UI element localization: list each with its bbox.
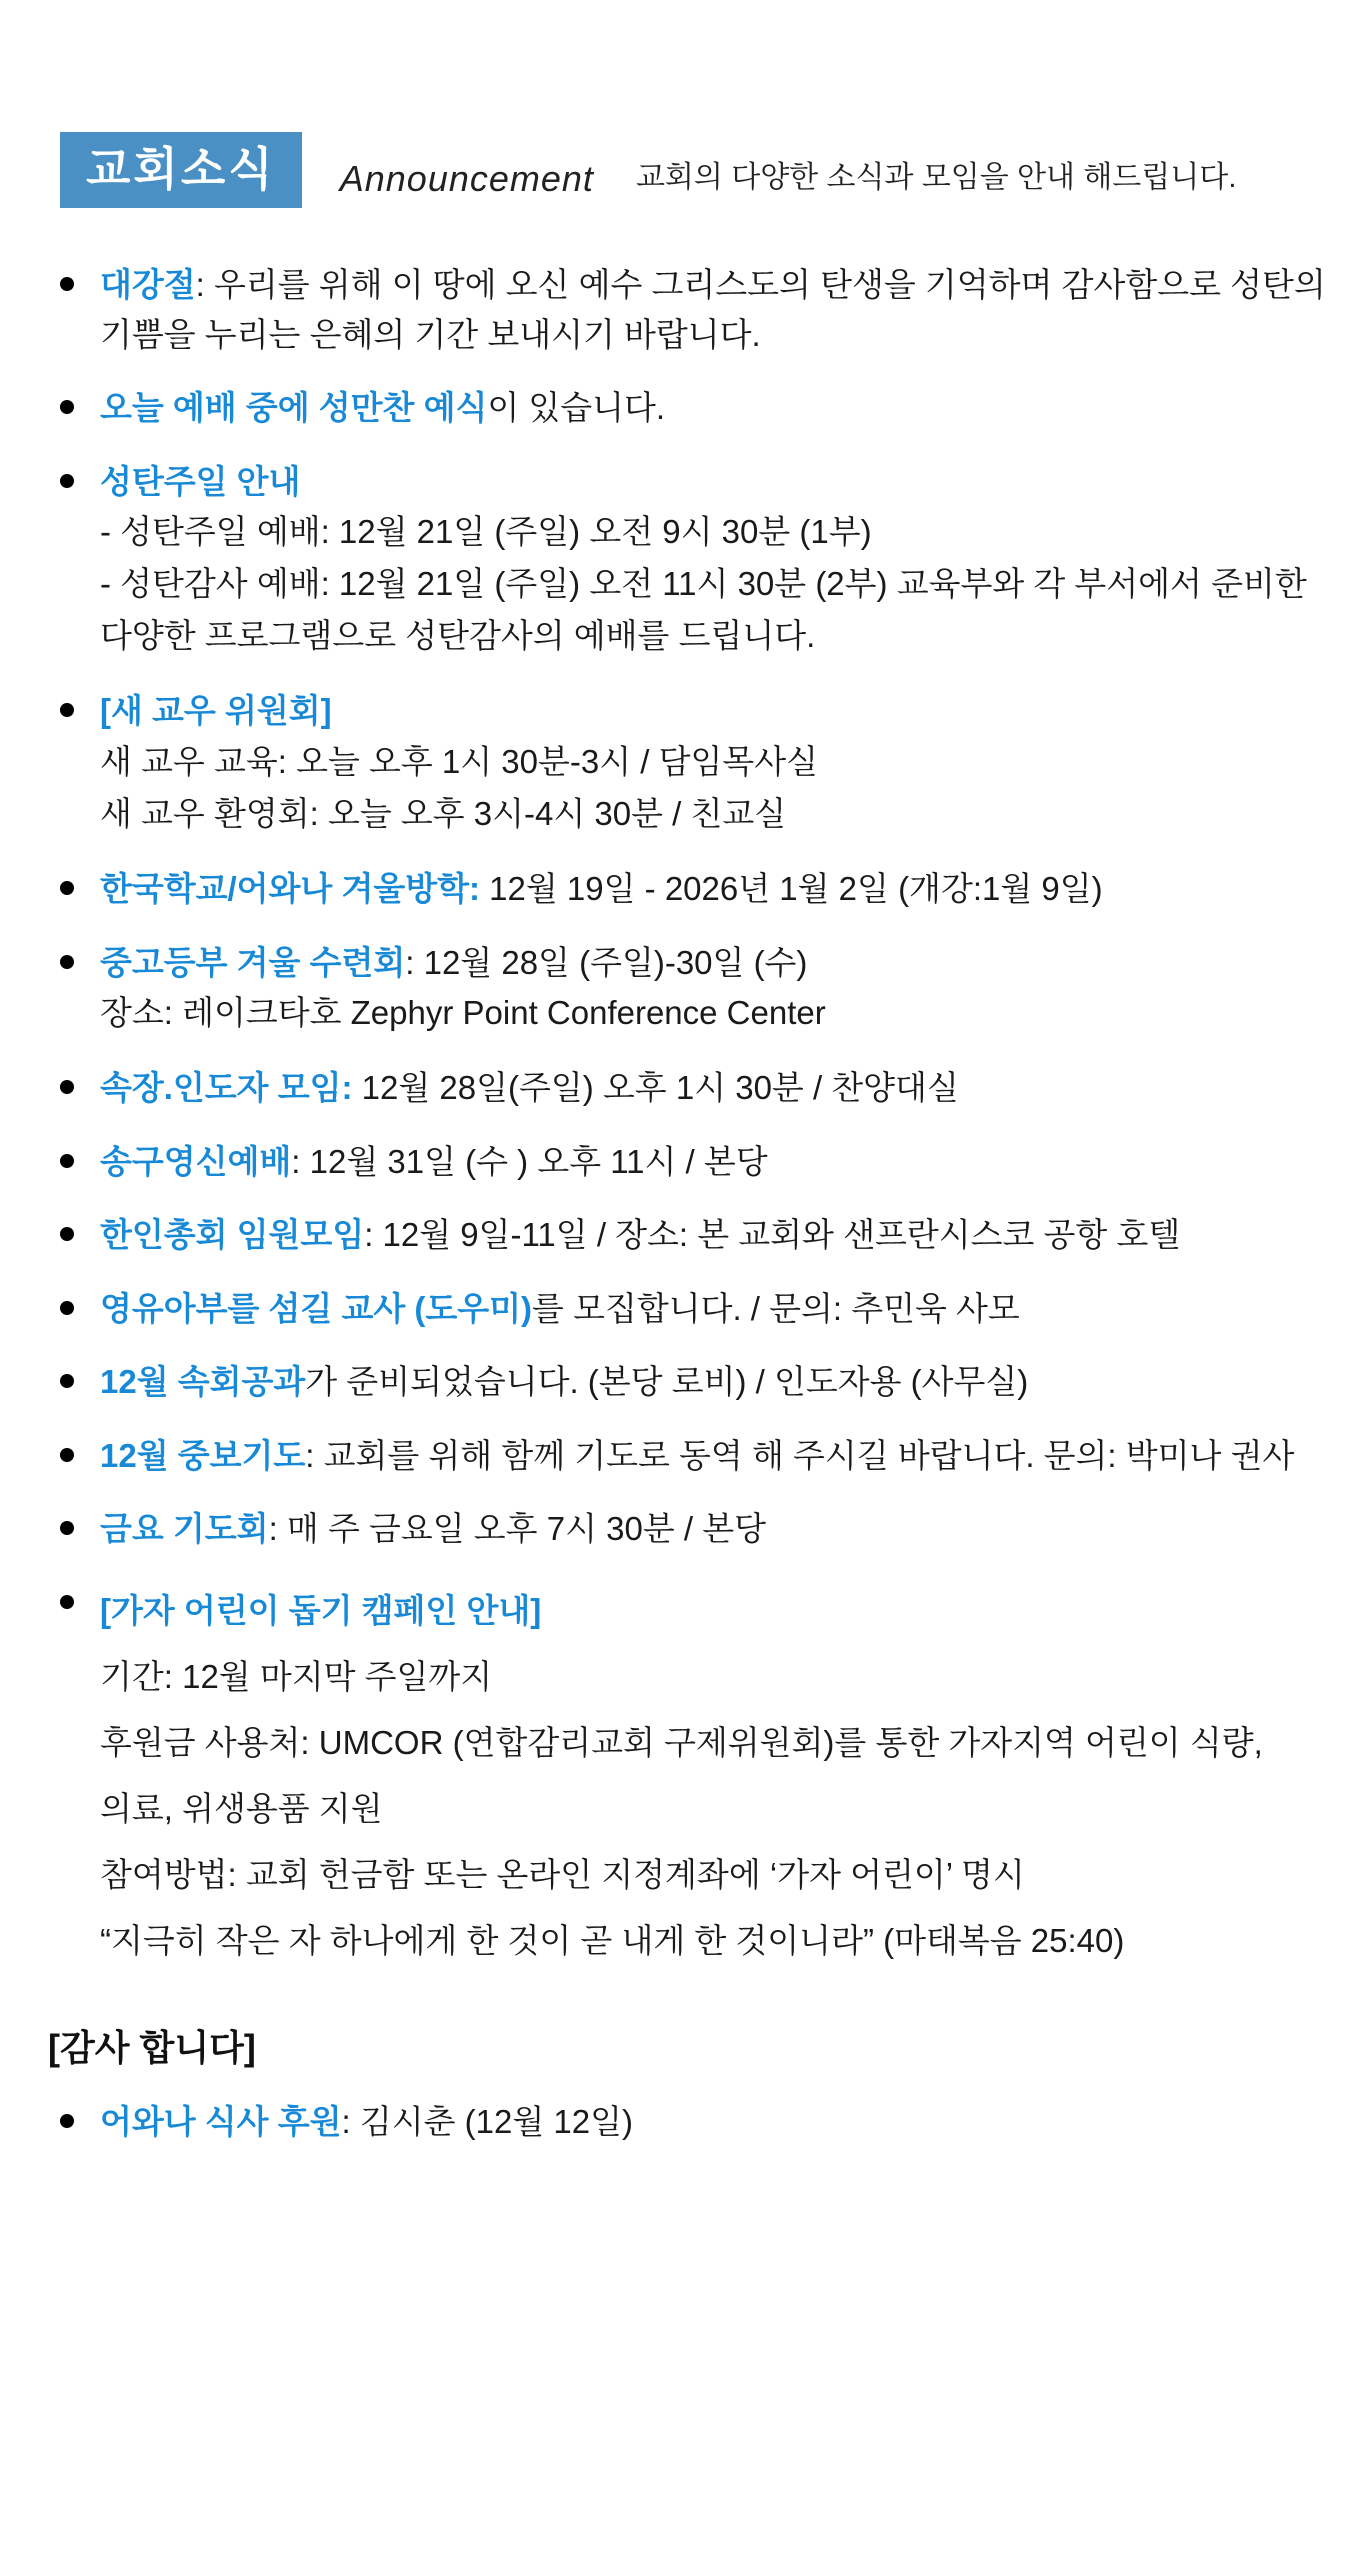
item-rest: : 우리를 위해 이 땅에 오신 예수 그리스도의 탄생을 기억하며 감사함으로 성탄의 기쁨을 누리는 은혜의 기간 보내시기 바랍니다. [100,266,1326,353]
announcement-item-general-assembly [48,1210,1331,1260]
bullet-icon [60,1227,74,1241]
item-rest: 12월 19일 - 2026년 1월 2일 (개강:1월 9일) [479,870,1103,908]
item-rest: 12월 28일(주일) 오후 1시 30분 / 찬양대실 [352,1069,959,1107]
announcement-item-youth-retreat [48,938,1331,1040]
item-rest: 가 준비되었습니다. (본당 로비) / 인도자용 (사무실) [305,1363,1029,1401]
bullet-icon [60,703,74,717]
item-rest: 를 모집합니다. / 문의: 추민욱 사모 [532,1289,1020,1327]
bullet-icon [60,2114,74,2128]
item-lead: [새 교우 위원회] [100,692,332,730]
item-subline: 후원금 사용처: UMCOR (연합감리교회 구제위원회)를 통한 가자지역 어린이 식량, [100,1723,1263,1761]
header-subtitle-korean: 교회의 다양한 소식과 모임을 안내 해드립니다. [635,161,1237,194]
announcement-item-gaza-campaign [48,1578,1331,1974]
announcement-item-december-lesson [48,1357,1331,1407]
bullet-icon [60,1448,74,1462]
bullet-icon [60,1595,74,1609]
thanks-item-awana-meal [48,2097,1331,2147]
item-rest: : 12월 31일 (수 ) 오후 11시 / 본당 [291,1142,768,1180]
item-subline: 참여방법: 교회 헌금함 또는 온라인 지정계좌에 ‘가자 어린이’ 명시 [100,1855,1025,1893]
item-subline: “지극히 작은 자 하나에게 한 것이 곧 내게 한 것이니라” (마태복음 25:40) [100,1921,1125,1959]
announcement-item-nursery-teachers [48,1284,1331,1334]
bullet-icon [60,1154,74,1168]
item-rest: 이 있습니다. [487,389,666,426]
announcement-item-christmas-sunday [48,457,1331,663]
announcement-item-new-members [48,686,1331,840]
item-lead: 12월 속회공과 [100,1363,306,1401]
item-subline: 기간: 12월 마지막 주일까지 [100,1657,493,1695]
item-subline: 새 교우 환영회: 오늘 오후 3시-4시 30분 / 친교실 [100,795,787,832]
item-subline: - 성탄주일 예배: 12월 21일 (주일) 오전 9시 30분 (1부) [100,513,872,550]
thanks-section-heading: [감사 합니다] [48,2026,256,2068]
bullet-icon [60,277,74,291]
item-lead: 한국학교/어와나 겨울방학: [100,870,480,908]
item-lead: [가자 어린이 돕기 캠페인 안내] [100,1591,542,1629]
item-lead: 어와나 식사 후원 [100,2102,342,2140]
bullet-icon [60,400,74,414]
item-lead: 12월 중보기도 [100,1436,306,1474]
bullet-icon [60,474,74,488]
announcement-list [48,260,1331,1974]
bullet-icon [60,1080,74,1094]
item-subline: 새 교우 교육: 오늘 오후 1시 30분-3시 / 담임목사실 [100,742,819,780]
church-news-badge: 교회소식 [60,132,302,208]
item-subline: 의료, 위생용품 지원 [100,1789,383,1827]
item-rest: : 12월 9일-11일 / 장소: 본 교회와 샌프란시스코 공항 호텔 [364,1216,1181,1254]
bullet-icon [60,1301,74,1315]
item-subline: 장소: 레이크타호 Zephyr Point Conference Center [100,994,826,1032]
item-rest: : 매 주 금요일 오후 7시 30분 / 본당 [268,1510,766,1548]
announcement-item-new-year-eve-service [48,1137,1331,1187]
item-lead: 대강절 [100,266,196,303]
header-subtitle-english: Announcement [339,158,594,199]
bullet-icon [60,1374,74,1388]
page-header [60,132,1331,208]
announcement-item-advent [48,260,1331,359]
item-lead: 오늘 예배 중에 성만찬 예식 [100,389,488,426]
item-lead: 성탄주일 안내 [100,462,301,500]
announcement-item-communion [48,383,1331,433]
item-lead: 금요 기도회 [100,1510,269,1548]
bullet-icon [60,955,74,969]
announcement-item-intercessory-prayer [48,1431,1331,1481]
item-lead: 영유아부를 섬길 교사 (도우미) [100,1289,533,1327]
item-rest: : 교회를 위해 함께 기도로 동역 해 주시길 바랍니다. 문의: 박미나 권사 [305,1436,1295,1474]
item-rest: : 김시춘 (12월 12일) [341,2102,633,2140]
bullet-icon [60,881,74,895]
item-lead: 중고등부 겨울 수련회 [100,943,406,981]
item-rest: : 12월 28일 (주일)-30일 (수) [405,943,808,981]
bullet-icon [60,1521,74,1535]
item-lead: 송구영신예배 [100,1142,292,1180]
announcement-item-korean-school-break [48,864,1331,914]
item-subline: - 성탄감사 예배: 12월 21일 (주일) 오전 11시 30분 (2부) 교육부와 각 부서에서 준비한 다양한 프로그램으로 성탄감사의 예배를 드립니다. [100,565,1307,655]
item-lead: 속장.인도자 모임: [100,1069,353,1107]
announcement-item-leaders-meeting [48,1063,1331,1113]
announcement-item-friday-prayer [48,1504,1331,1554]
item-lead: 한인총회 임원모임 [100,1216,365,1254]
